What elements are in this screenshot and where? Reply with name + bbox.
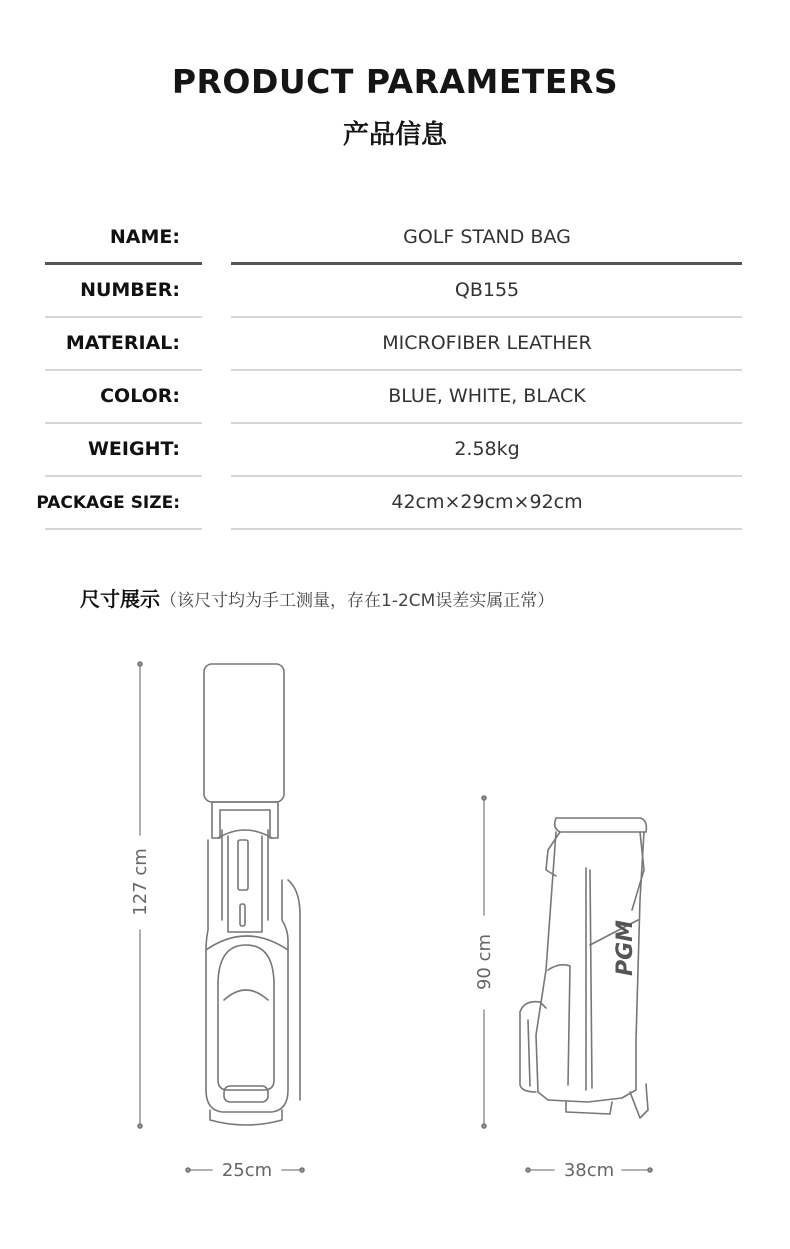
front-view-bag-icon — [204, 664, 300, 1125]
size-heading — [80, 583, 554, 612]
spec-label: PACKAGE SIZE: — [36, 493, 180, 513]
spec-value: 42cm×29cm×92cm — [391, 491, 583, 513]
spec-row-name — [0, 212, 790, 265]
row-divider — [45, 528, 202, 530]
spec-label: MATERIAL: — [65, 332, 180, 354]
front-width-label: 25cm — [221, 1160, 273, 1181]
spec-value: BLUE, WHITE, BLACK — [388, 385, 586, 407]
row-divider — [231, 528, 742, 530]
spec-value: MICROFIBER LEATHER — [382, 332, 592, 354]
spec-value: QB155 — [454, 279, 520, 301]
spec-value: 2.58kg — [454, 438, 520, 460]
spec-label: COLOR: — [100, 385, 180, 407]
spec-label: NAME: — [109, 226, 180, 248]
spec-label: NUMBER: — [80, 279, 180, 301]
spec-row-color — [0, 371, 790, 424]
size-heading-title: 尺寸展示 — [80, 587, 160, 611]
side-width-label: 38cm — [563, 1160, 615, 1181]
spec-value: GOLF STAND BAG — [403, 226, 571, 248]
pgm-logo: PGM — [613, 919, 638, 976]
page-subtitle: 产品信息 — [342, 120, 447, 150]
size-heading-note: （该尺寸均为手工测量，存在1-2CM误差实属正常） — [160, 591, 555, 611]
spec-row-weight — [0, 424, 790, 477]
side-height-label: 90 cm — [474, 933, 495, 991]
spec-table — [0, 212, 790, 530]
spec-row-material — [0, 318, 790, 371]
page-title: PRODUCT PARAMETERS — [171, 62, 619, 101]
spec-label: WEIGHT: — [87, 438, 180, 460]
spec-row-package-size — [0, 477, 790, 530]
front-height-label: 127 cm — [130, 848, 151, 916]
spec-row-number — [0, 265, 790, 318]
bag-dimension-drawing — [0, 640, 790, 1200]
